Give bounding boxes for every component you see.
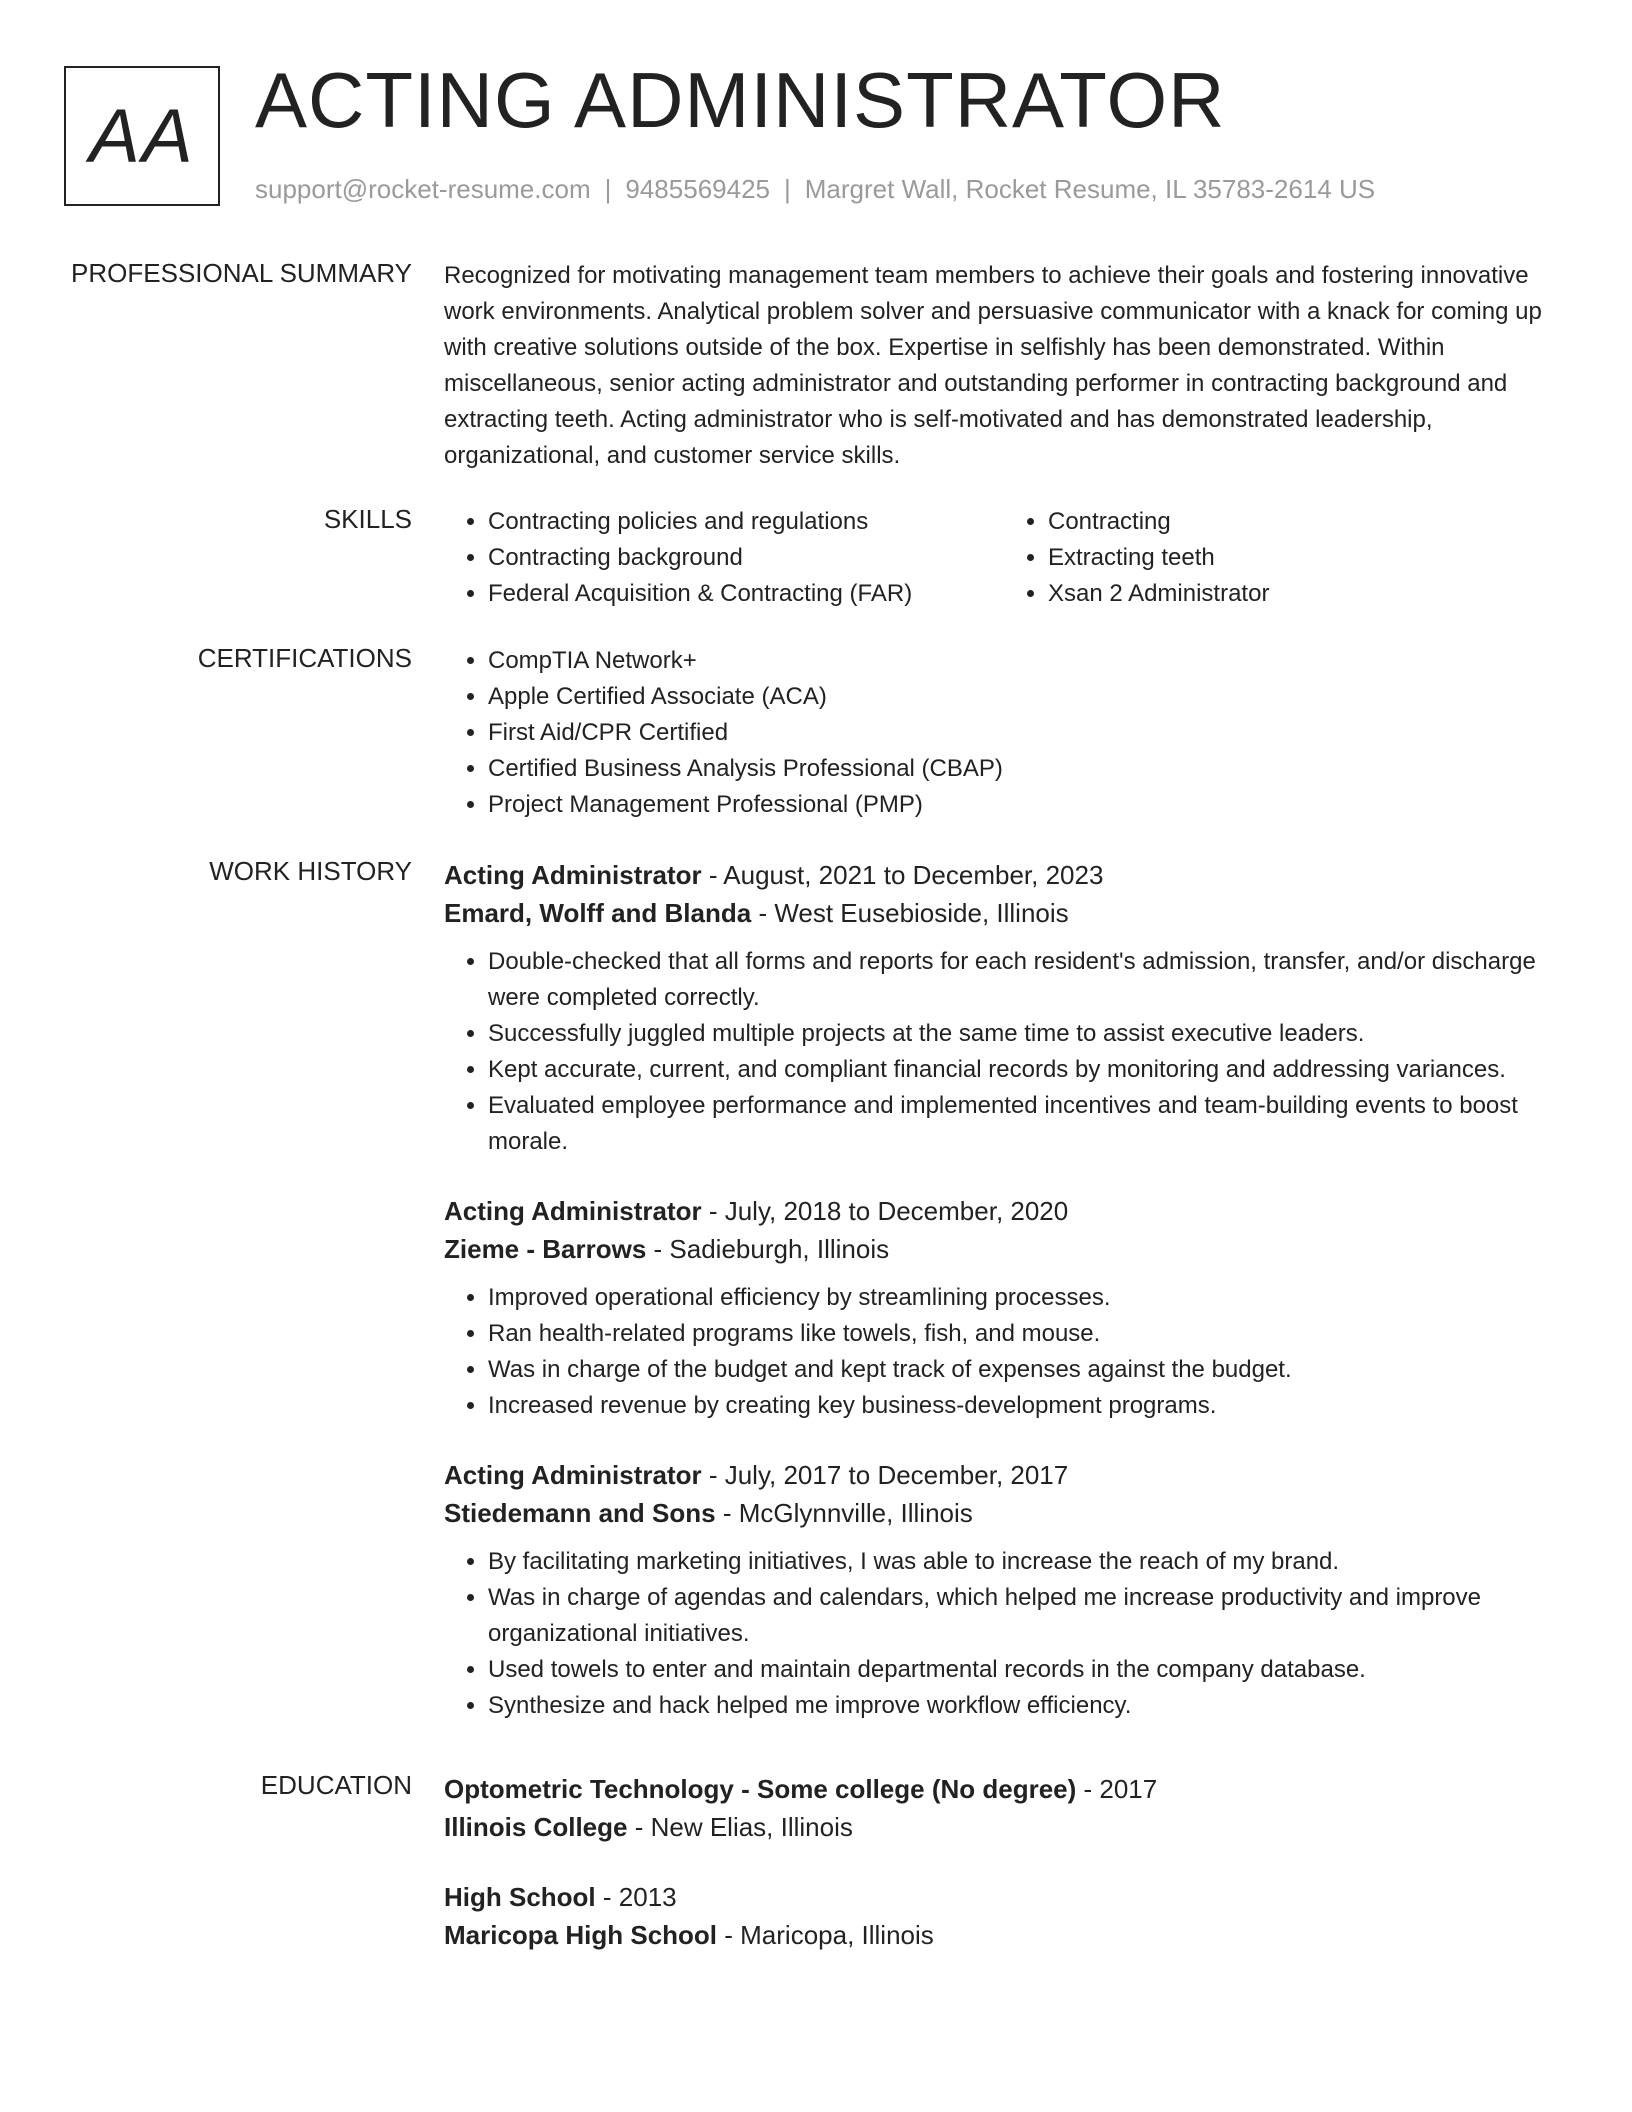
section-label: PROFESSIONAL SUMMARY [71, 258, 412, 288]
job-bullet: • By facilitating marketing initiatives, I was able to increase the reach of my brand. [488, 1544, 1564, 1580]
separator: | [784, 174, 791, 204]
job-dates: - July, 2017 to December, 2017 [701, 1460, 1069, 1490]
education-degree: Optometric Technology - Some college (No degree) [444, 1774, 1077, 1804]
section-content [444, 258, 1564, 474]
education-year: - 2017 [1076, 1774, 1158, 1804]
contact-line [255, 174, 1375, 205]
job-dates: - August, 2021 to December, 2023 [701, 860, 1104, 890]
job-bullet: • Increased revenue by creating key business-development programs. [488, 1388, 1564, 1424]
job-company-line [444, 894, 1564, 932]
education-school-line [444, 1808, 1564, 1846]
job-company-line [444, 1230, 1564, 1268]
job-entry [444, 856, 1564, 1160]
section-label: SKILLS [323, 504, 412, 534]
education-degree-line [444, 1878, 1564, 1916]
job-bullets [444, 1280, 1564, 1424]
job-title: Acting Administrator [444, 860, 702, 890]
job-dates: - July, 2018 to December, 2020 [701, 1196, 1069, 1226]
education-school-line [444, 1916, 1564, 1954]
job-bullets [444, 944, 1564, 1160]
resume-name: ACTING ADMINISTRATOR [255, 56, 1226, 144]
job-bullet: • Was in charge of the budget and kept track of expenses against the budget. [488, 1352, 1564, 1388]
education-school: Maricopa High School [444, 1920, 718, 1950]
skill-item: • Contracting [1048, 504, 1564, 540]
skill-item: • Contracting background [488, 540, 1004, 576]
skills-content [444, 504, 1564, 612]
education-entry [444, 1770, 1564, 1846]
education-location: - Maricopa, Illinois [717, 1920, 934, 1950]
skill-item: • Contracting policies and regulations [488, 504, 1004, 540]
education-degree-line [444, 1770, 1564, 1808]
job-entry [444, 1456, 1564, 1724]
job-location: - Sadieburgh, Illinois [646, 1234, 890, 1264]
section-label: WORK HISTORY [209, 856, 412, 886]
education-content [444, 1770, 1564, 1986]
skills-column-1 [444, 504, 1004, 612]
job-bullet: • Was in charge of agendas and calendars, which helped me increase productivity and improve organizational initiatives. [488, 1580, 1564, 1652]
job-title-line [444, 856, 1564, 894]
job-bullet: • Evaluated employee performance and implemented incentives and team-building events to boost morale. [488, 1088, 1564, 1160]
certification-item: • Apple Certified Associate (ACA) [488, 679, 1564, 715]
job-entry [444, 1192, 1564, 1424]
section-label: EDUCATION [260, 1770, 412, 1800]
skill-item: • Xsan 2 Administrator [1048, 576, 1564, 612]
job-location: - West Eusebioside, Illinois [751, 898, 1069, 928]
skill-item: • Federal Acquisition & Contracting (FAR) [488, 576, 1004, 612]
section-label: CERTIFICATIONS [197, 643, 412, 673]
job-bullet: • Synthesize and hack helped me improve workflow efficiency. [488, 1688, 1564, 1724]
education-school: Illinois College [444, 1812, 628, 1842]
skill-item: • Extracting teeth [1048, 540, 1564, 576]
job-location: - McGlynnville, Illinois [715, 1498, 973, 1528]
work-history-content [444, 856, 1564, 1756]
job-bullet: • Improved operational efficiency by streamlining processes. [488, 1280, 1564, 1316]
job-company-line [444, 1494, 1564, 1532]
job-bullet: • Ran health-related programs like towels, fish, and mouse. [488, 1316, 1564, 1352]
job-bullet: • Used towels to enter and maintain departmental records in the company database. [488, 1652, 1564, 1688]
contact-address: Margret Wall, Rocket Resume, IL 35783-2614 US [804, 174, 1376, 204]
education-entry [444, 1878, 1564, 1954]
certification-item: • Certified Business Analysis Professional (CBAP) [488, 751, 1564, 787]
job-title-line [444, 1192, 1564, 1230]
contact-email[interactable]: support@rocket-resume.com [255, 174, 591, 204]
job-bullet: • Double-checked that all forms and reports for each resident's admission, transfer, and/or discharge were completed correctly. [488, 944, 1564, 1016]
education-location: - New Elias, Illinois [627, 1812, 853, 1842]
certifications-list [444, 643, 1564, 823]
job-bullets [444, 1544, 1564, 1724]
summary-text: Recognized for motivating management team members to achieve their goals and fostering innovative work environments. Analytical problem solver and persuasive communicator with a knack for coming up with creative solutions outside of the box. Expertise in selfishly has been demonstrated. Within miscellaneous, senior acting administrator and outstanding performer in contracting background and extracting teeth. Acting administrator who is self-motivated and has demonstrated leadership, organizational, and customer service skills. [444, 262, 1542, 469]
job-bullet: • Kept accurate, current, and compliant financial records by monitoring and addressing variances. [488, 1052, 1564, 1088]
education-degree: High School [444, 1882, 596, 1912]
job-company: Emard, Wolff and Blanda [444, 898, 752, 928]
certification-item: • Project Management Professional (PMP) [488, 787, 1564, 823]
job-company: Zieme - Barrows [444, 1234, 647, 1264]
job-title-line [444, 1456, 1564, 1494]
job-bullet: • Successfully juggled multiple projects at the same time to assist executive leaders. [488, 1016, 1564, 1052]
job-title: Acting Administrator [444, 1460, 702, 1490]
contact-phone[interactable]: 9485569425 [625, 174, 770, 204]
certification-item: • First Aid/CPR Certified [488, 715, 1564, 751]
education-year: - 2013 [595, 1882, 677, 1912]
job-company: Stiedemann and Sons [444, 1498, 716, 1528]
skills-column-2 [1004, 504, 1564, 612]
job-title: Acting Administrator [444, 1196, 702, 1226]
separator: | [604, 174, 612, 204]
certification-item: • CompTIA Network+ [488, 643, 1564, 679]
certifications-content [444, 643, 1564, 823]
initials-monogram: AA [64, 66, 220, 206]
